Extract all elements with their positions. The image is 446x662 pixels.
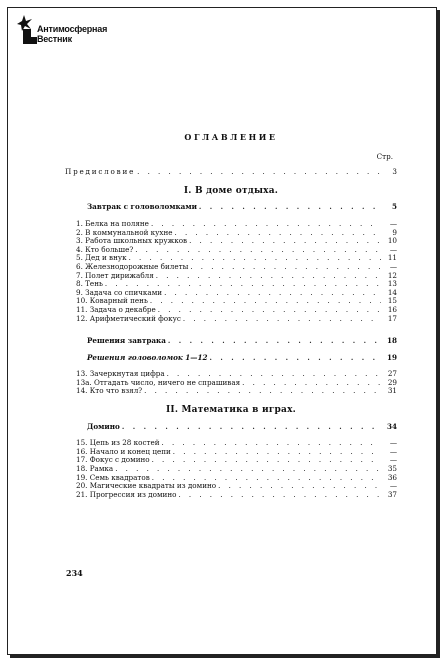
entry-title: 8. Тень: [76, 279, 103, 289]
dot-leader: [183, 315, 381, 324]
entry-page: 34: [386, 421, 397, 431]
entry-title: 13а. Отгадать число, ничего не спрашивая: [76, 377, 241, 387]
dot-leader: [135, 246, 381, 255]
entry-title: 9. Задача со спичками: [76, 287, 163, 297]
entry-title: Решения завтрака: [87, 336, 166, 346]
toc-entry-puzzle-solutions: [65, 354, 397, 363]
dot-leader: [115, 465, 381, 474]
dot-leader: [189, 237, 381, 246]
entry-page: 37: [387, 489, 397, 499]
entry-page: 5: [391, 202, 397, 212]
entry-title: 5. Дед и внук: [76, 253, 127, 263]
entry-page: —: [389, 218, 397, 228]
entry-page: 35: [387, 464, 397, 474]
entry-title: 12. Арифметический фокус: [76, 313, 181, 323]
dot-leader: [151, 220, 381, 229]
entry-page: —: [389, 261, 397, 271]
page-column-label: Стр.: [376, 151, 393, 161]
entry-title: 20. Магические квадраты из домино: [76, 481, 217, 491]
dot-leader: [199, 203, 381, 212]
entry-title: 6. Железнодорожные билеты: [76, 261, 189, 271]
logo-text-line2: Вестник: [37, 34, 72, 44]
dot-leader: [162, 439, 381, 448]
section1-items: [65, 220, 397, 323]
entry-title: 4. Кто больше?: [76, 244, 134, 254]
section-heading-2: II. Математика в играх.: [166, 405, 296, 416]
entry-title: 17. Фокус с домино: [76, 455, 150, 465]
dot-leader: [175, 229, 381, 238]
entry-page: 13: [387, 279, 397, 289]
toc-entry-breakfast-solutions: [65, 337, 397, 346]
dot-leader: [156, 272, 381, 281]
entry-title: 19. Семь квадратов: [76, 472, 150, 482]
entry-page: 16: [387, 304, 397, 314]
entry-title: 15. Цепь из 28 костей: [76, 438, 160, 448]
entry-page: 12: [387, 270, 397, 280]
entry-page: 29: [387, 377, 397, 387]
entry-title: Предисловие: [65, 167, 136, 177]
entry-title: 14. Кто что взял?: [76, 386, 143, 396]
entry-page: 31: [387, 386, 397, 396]
section2-items: [65, 439, 397, 499]
entry-title: 18. Рамка: [76, 464, 114, 474]
dot-leader: [190, 263, 381, 272]
entry-page: —: [389, 481, 397, 491]
page-number: 234: [66, 568, 83, 578]
toc-entry: [76, 491, 397, 500]
dot-leader: [210, 354, 382, 363]
dot-leader: [168, 337, 381, 346]
entry-page: —: [389, 455, 397, 465]
toc-entry-preface: [65, 168, 397, 177]
dot-leader: [158, 306, 381, 315]
entry-page: 11: [387, 253, 397, 263]
entry-title: 7. Полет дирижабля: [76, 270, 154, 280]
toc-entry-breakfast: [65, 203, 397, 212]
entry-page: 15: [387, 296, 397, 306]
entry-page: —: [389, 244, 397, 254]
entry-page: 36: [387, 472, 397, 482]
section1-items-continued: [65, 370, 397, 396]
entry-page: 9: [392, 227, 397, 237]
dot-leader: [122, 423, 381, 432]
dot-leader: [178, 491, 381, 500]
publisher-logo: [17, 15, 117, 49]
entry-title: 16. Начало и конец цепи: [76, 446, 171, 456]
toc-entry: [76, 272, 397, 281]
entry-title: 1. Белка на поляне: [76, 218, 149, 228]
toc-entry-domino: [65, 423, 397, 432]
toc-entry: [76, 315, 397, 324]
entry-page: 3: [392, 167, 397, 177]
entry-title: 10. Коварный пень: [76, 296, 148, 306]
entry-page: 18: [386, 336, 397, 346]
table-of-contents: [65, 133, 397, 499]
entry-title: 21. Прогрессия из домино: [76, 489, 177, 499]
entry-title: 11. Задача о декабре: [76, 304, 156, 314]
entry-page: 17: [387, 313, 397, 323]
toc-entry: [76, 456, 397, 465]
entry-title: Домино: [87, 421, 120, 431]
entry-page: 10: [387, 236, 397, 246]
dot-leader: [150, 297, 381, 306]
entry-title: 2. В коммунальной кухне: [76, 227, 173, 237]
document-page: [7, 7, 437, 655]
dot-leader: [137, 168, 381, 177]
section-heading-1: I. В доме отдыха.: [183, 185, 279, 196]
dot-leader: [173, 448, 381, 457]
entry-title: 13. Зачеркнутая цифра: [76, 369, 165, 379]
dot-leader: [218, 482, 381, 491]
dot-leader: [164, 289, 381, 298]
dot-leader: [152, 456, 381, 465]
dot-leader: [144, 387, 381, 396]
entry-page: 27: [387, 369, 397, 379]
entry-page: —: [389, 438, 397, 448]
toc-title: ОГЛАВЛЕНИЕ: [184, 132, 278, 142]
entry-title: 3. Работа школьных кружков: [76, 236, 188, 246]
entry-page: 19: [386, 352, 397, 362]
logo-text-line1: Антимосферная: [37, 24, 108, 34]
dot-leader: [242, 379, 381, 388]
toc-entry: [76, 387, 397, 396]
entry-title: Завтрак с головоломками: [87, 202, 197, 212]
entry-page: 14: [387, 287, 397, 297]
entry-title: Решения головоломок 1—12: [87, 352, 208, 362]
entry-page: —: [389, 446, 397, 456]
